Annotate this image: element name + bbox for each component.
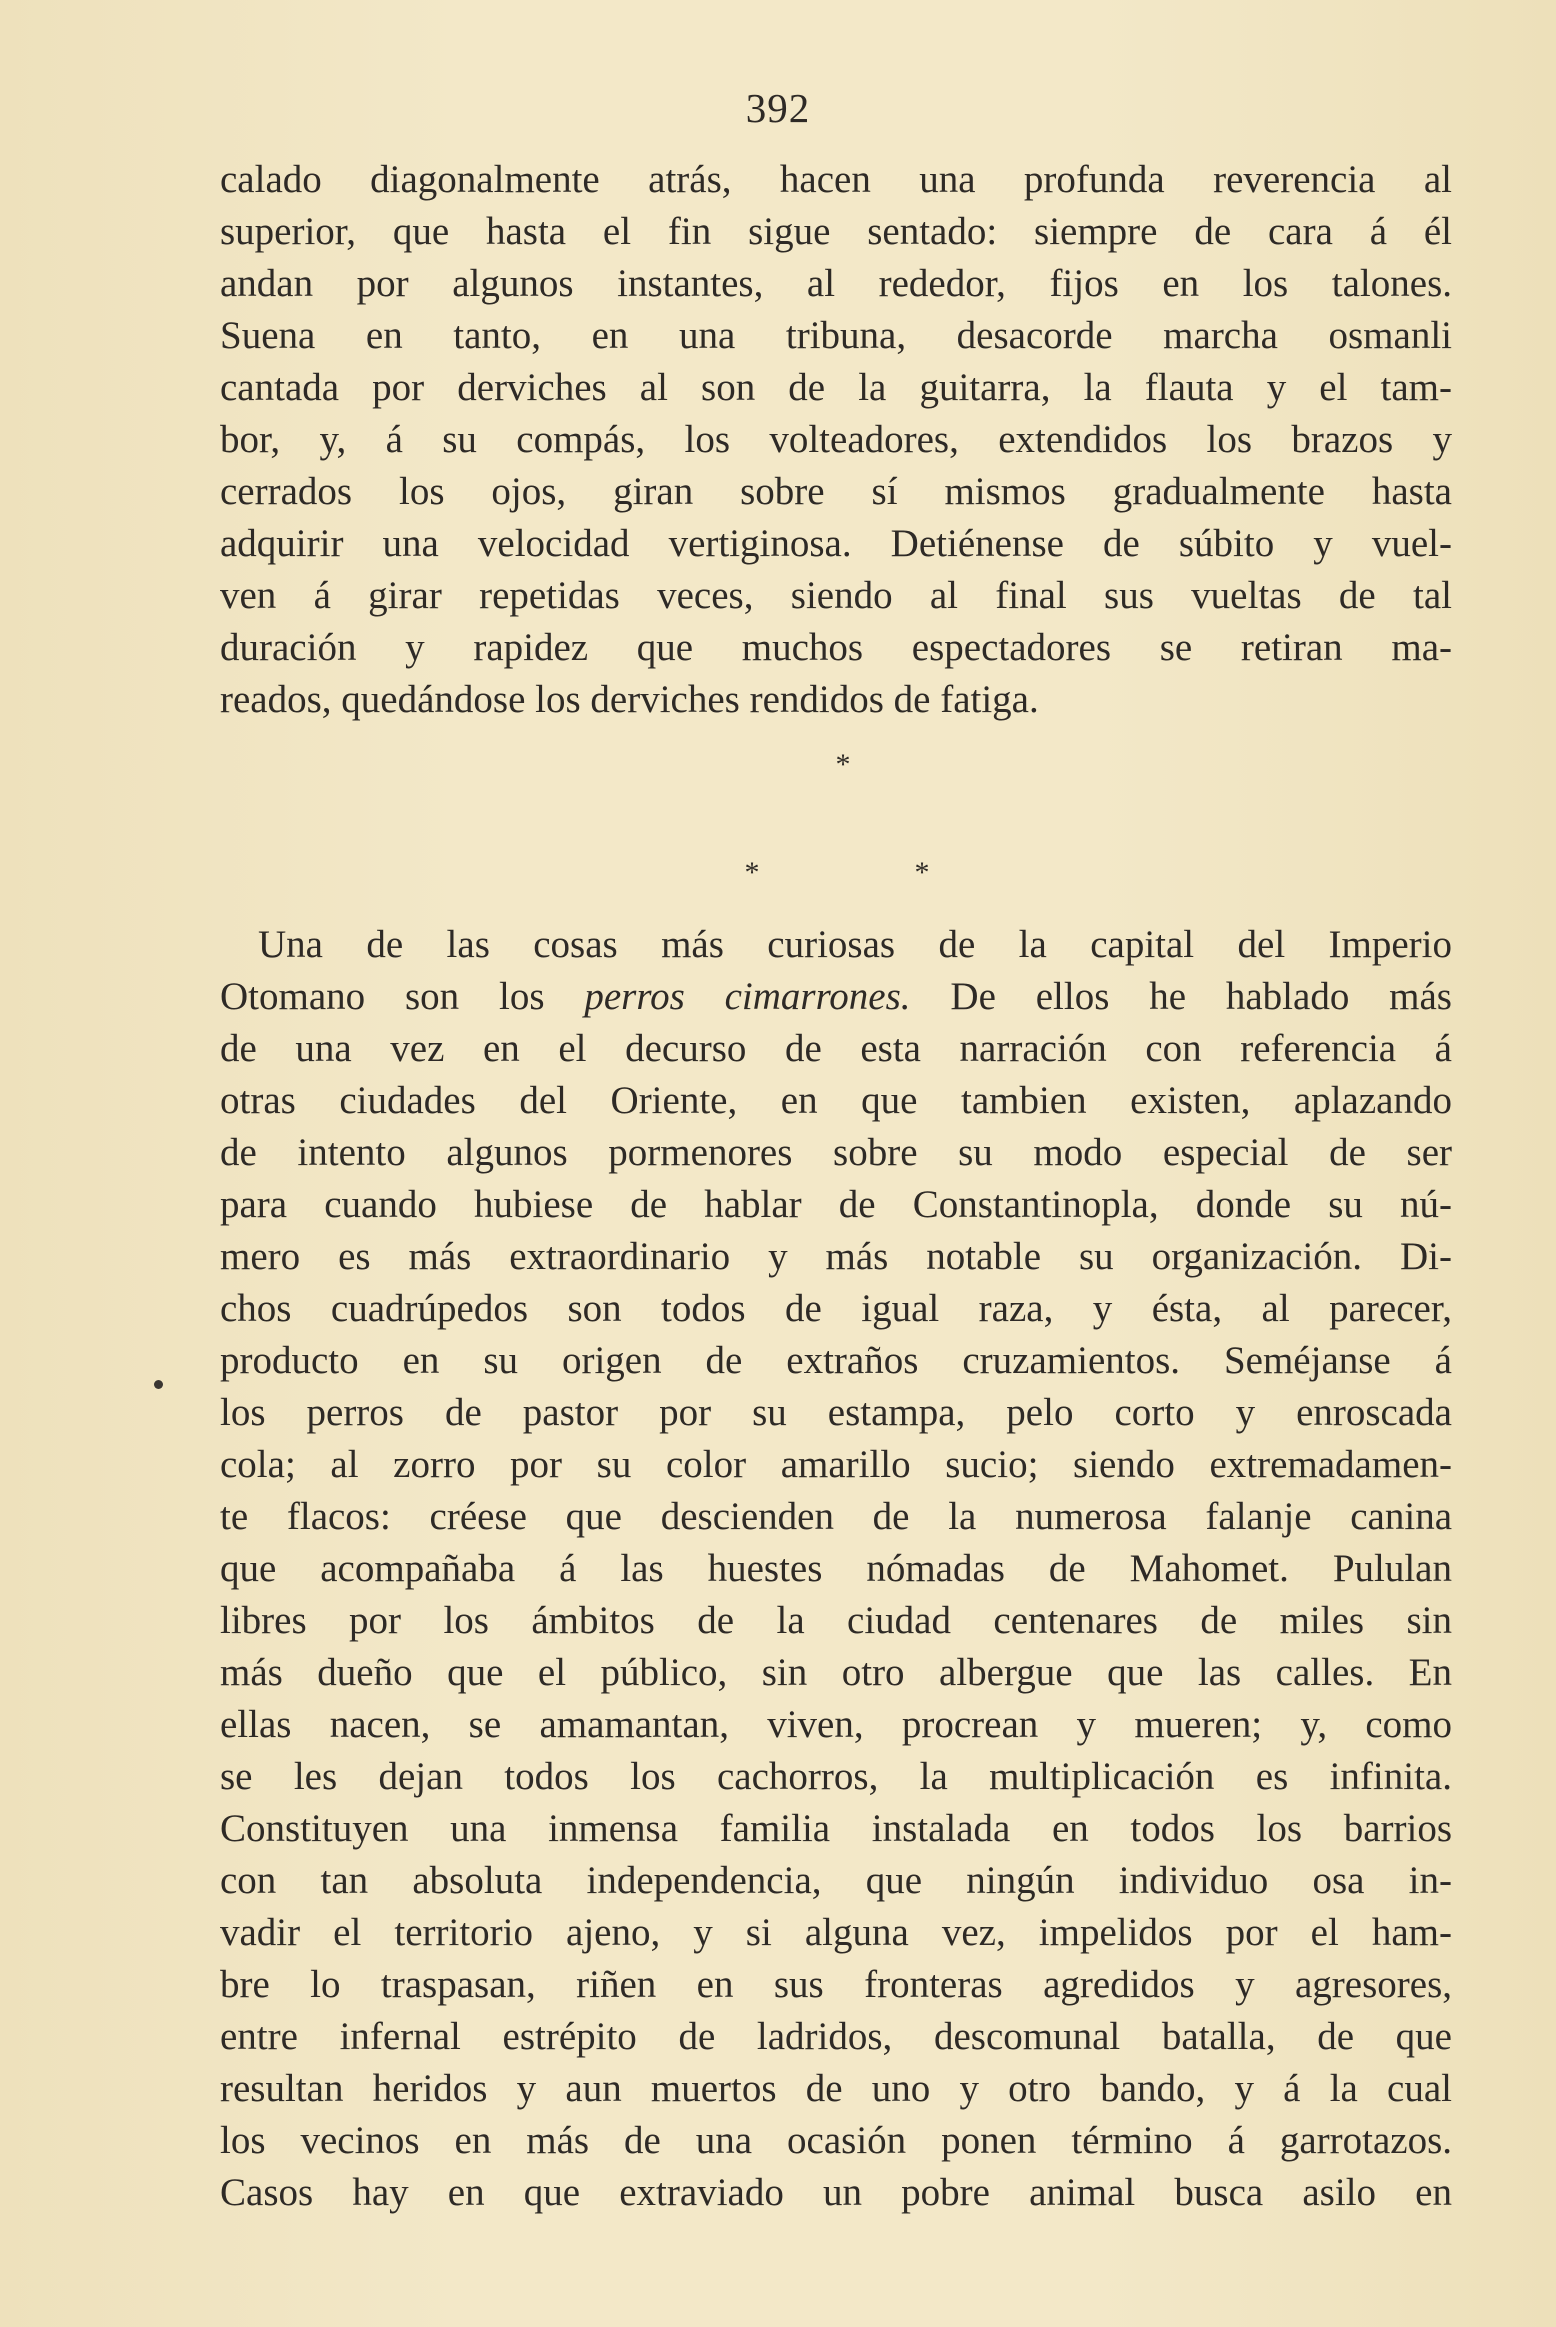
text-line: Una de las cosas más curiosas de la capital del Imperio: [258, 923, 1452, 966]
text-line: ven á girar repetidas veces, siendo al final sus vueltas de tal: [220, 574, 1452, 617]
text-line: entre infernal estrépito de ladridos, descomunal batalla, de que: [220, 2015, 1452, 2058]
text-line: duración y rapidez que muchos espectadores se retiran ma-: [220, 626, 1452, 669]
text-line: bre lo traspasan, riñen en sus fronteras agredidos y agresores,: [220, 1963, 1452, 2006]
text-run: De ellos he hablado más: [910, 975, 1452, 1018]
asterism-star-right: *: [914, 856, 930, 889]
text-line: mero es más extraordinario y más notable su organización. Di-: [220, 1235, 1452, 1278]
text-line: reados, quedándose los derviches rendidos de fatiga.: [220, 678, 1039, 721]
text-line: superior, que hasta el fin sigue sentado: siempre de cara á él: [220, 210, 1452, 253]
text-line: Suena en tanto, en una tribuna, desacorde marcha osmanli: [220, 314, 1452, 357]
ink-speck: [154, 1380, 163, 1389]
text-line: te flacos: créese que descienden de la numerosa falanje canina: [220, 1495, 1452, 1538]
text-line: chos cuadrúpedos son todos de igual raza, y ésta, al parecer,: [220, 1287, 1452, 1330]
text-line: producto en su origen de extraños cruzamientos. Seméjanse á: [220, 1339, 1452, 1382]
text-line: cola; al zorro por su color amarillo sucio; siendo extremadamen-: [220, 1443, 1452, 1486]
text-line: cerrados los ojos, giran sobre sí mismos gradualmente hasta: [220, 470, 1452, 513]
text-line: andan por algunos instantes, al rededor, fijos en los talones.: [220, 262, 1452, 305]
text-line: bor, y, á su compás, los volteadores, extendidos los brazos y: [220, 418, 1452, 461]
text-line: se les dejan todos los cachorros, la multiplicación es infinita.: [220, 1755, 1452, 1798]
text-line: Casos hay en que extraviado un pobre animal busca asilo en: [220, 2171, 1452, 2214]
asterism-star-left: *: [744, 856, 760, 889]
text-line: [220, 971, 1452, 1023]
text-line: Constituyen una inmensa familia instalada en todos los barrios: [220, 1807, 1452, 1850]
text-line: ellas nacen, se amamantan, viven, procrean y mueren; y, como: [220, 1703, 1452, 1746]
text-line: que acompañaba á las huestes nómadas de Mahomet. Pululan: [220, 1547, 1452, 1590]
text-line: vadir el territorio ajeno, y si alguna vez, impelidos por el ham-: [220, 1911, 1452, 1954]
text-line: adquirir una velocidad vertiginosa. Detiénense de súbito y vuel-: [220, 522, 1452, 565]
text-line: de intento algunos pormenores sobre su modo especial de ser: [220, 1131, 1452, 1174]
italic-phrase: perros cimarrones.: [584, 975, 911, 1018]
text-line: los vecinos en más de una ocasión ponen término á garrotazos.: [220, 2119, 1452, 2162]
text-line: para cuando hubiese de hablar de Constantinopla, donde su nú-: [220, 1183, 1452, 1226]
text-line: cantada por derviches al son de la guitarra, la flauta y el tam-: [220, 366, 1452, 409]
text-line: resultan heridos y aun muertos de uno y otro bando, y á la cual: [220, 2067, 1452, 2110]
text-line: libres por los ámbitos de la ciudad centenares de miles sin: [220, 1599, 1452, 1642]
text-line: más dueño que el público, sin otro albergue que las calles. En: [220, 1651, 1452, 1694]
text-line: los perros de pastor por su estampa, pelo corto y enroscada: [220, 1391, 1452, 1434]
page-number: 392: [745, 85, 811, 131]
text-run: Otomano son los: [220, 975, 585, 1018]
asterism-star-top: *: [835, 748, 851, 781]
text-line: otras ciudades del Oriente, en que tambien existen, aplazando: [220, 1079, 1452, 1122]
text-line: de una vez en el decurso de esta narración con referencia á: [220, 1027, 1452, 1070]
text-line: con tan absoluta independencia, que ningún individuo osa in-: [220, 1859, 1452, 1902]
text-line: calado diagonalmente atrás, hacen una profunda reverencia al: [220, 158, 1452, 201]
